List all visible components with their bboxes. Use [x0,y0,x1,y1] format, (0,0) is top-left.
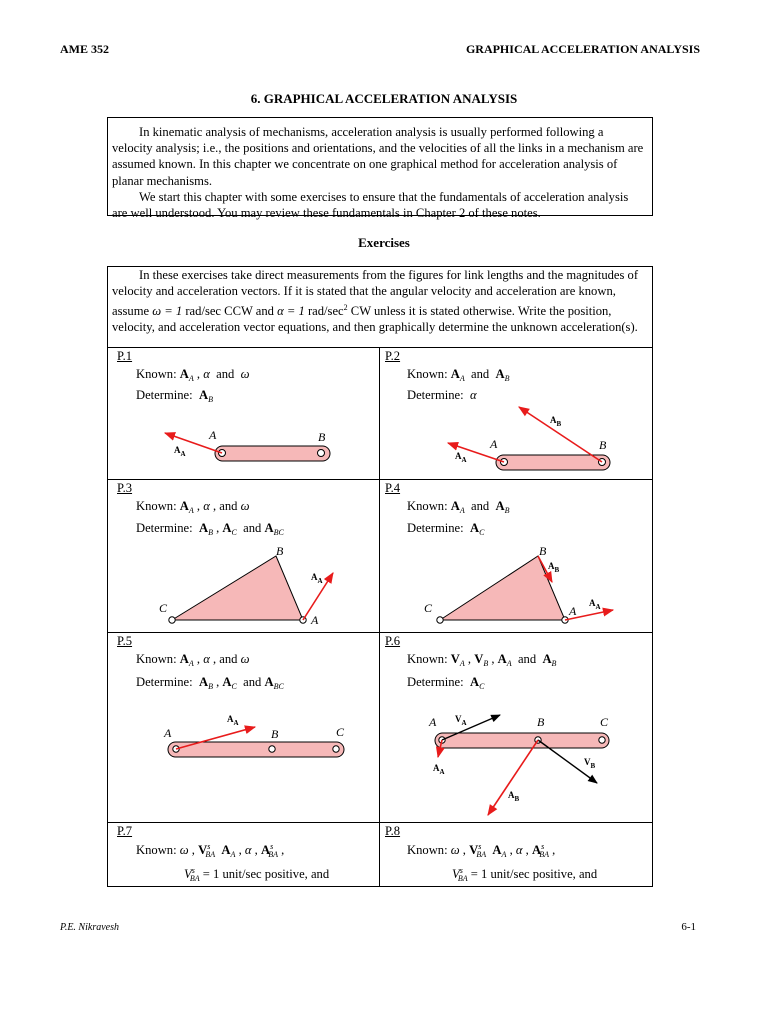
p6-accel-b-arrow [488,740,538,815]
p4-accel-a-label: $A_A$ [589,598,601,611]
p1-label-a: A [209,428,217,442]
p6-label: P.6 [385,634,401,648]
p3-known: Known: $A_A$ , α , and ω [136,499,250,515]
p1-label: P.1 [117,349,133,363]
intro-paragraph-1: In kinematic analysis of mechanisms, acceleration analysis is usually performed following a velocity analysis; i.e., the positions and orientations, and the velocities of all the links in a mechanism are assumed known. In this chapter we concentrate on one graphical method for acceleration analysis of planar mechanisms. [112,125,644,188]
header-course: AME 352 [60,42,109,56]
p8-label: P.8 [385,824,401,838]
p6-figure [428,714,609,815]
p6-accel-b-label: $A_B$ [508,790,520,803]
p6-label-c: C [600,715,609,729]
p1-known: Known: $A_A$ , α and ω [136,367,250,383]
p1-link [215,446,330,461]
p2-label: P.2 [385,349,401,363]
p1-accel-a-label: $A_A$ [174,445,186,458]
p2-label-a: A [490,437,498,451]
p7-label: P.7 [117,824,133,838]
p3-label-a: A [311,613,319,627]
p2-determine: Determine: α [407,388,477,402]
p5-label-b: B [271,727,279,741]
p2-accel-a-label: $A_A$ [455,451,467,464]
header-chapter: GRAPHICAL ACCELERATION ANALYSIS [465,42,700,56]
p2-accel-b-label: $A_B$ [550,415,562,428]
p6-vel-a-label: $V_A$ [455,714,467,727]
page-number: 6-1 [681,921,696,933]
p2-accel-b-arrow [519,407,602,462]
p5-label-c: C [336,725,345,739]
p4-accel-b-label: $A_B$ [548,561,560,574]
page-title: 6. GRAPHICAL ACCELERATION ANALYSIS [250,91,518,106]
intro-paragraph-2: We start this chapter with some exercises to ensure that the fundamentals of acceleration analysis are well understood. You may review these fundamentals in Chapter 2 of these notes. [112,189,629,221]
p4-label: P.4 [385,481,401,495]
p2-known: Known: $A_A$ and $A_B$ [407,367,510,383]
p6-vel-b-label: $V_B$ [584,757,596,770]
p8-condition: $V^s_{BA} = 1$ unit/sec positive, and [452,866,598,884]
p4-label-a: A [569,604,577,618]
p2-link [496,455,610,470]
p5-label: P.5 [117,634,133,648]
p8-known: Known: ω , $V^s_{BA}$ $A_A$ , α , $A^s_{BA}$ , [407,842,556,860]
p6-link [435,733,609,748]
p7-condition: $V^s_{BA} = 1$ unit/sec positive, and [184,866,330,884]
p2-figure [448,407,610,470]
p4-label-c: C [424,601,433,615]
p3-triangle [172,556,303,620]
p4-determine: Determine: $A_C$ [407,521,485,537]
p5-figure [163,714,345,757]
p3-figure [159,544,333,627]
p7-known: Known: ω , $V^s_{BA}$ $A_A$ , α , $A^s_{BA}$ , [136,842,285,860]
p3-label-c: C [159,601,168,615]
p1-figure [165,428,330,461]
p4-joint-c [437,617,443,623]
p6-known: Known: $V_A$ , $V_B$ , $A_A$ and $A_B$ [407,652,557,668]
p6-label-b: B [537,715,545,729]
p6-label-a: A [429,715,437,729]
p3-determine: Determine: $A_B$ , $A_C$ and $A_{BC}$ [136,521,284,537]
p6-accel-a-label: $A_A$ [433,763,445,776]
p4-figure [424,544,613,623]
p4-label-b: B [539,544,547,558]
p1-joint-b [318,450,325,457]
p4-triangle [440,556,565,620]
p5-label-a: A [164,726,172,740]
p6-determine: Determine: $A_C$ [407,675,485,691]
p1-determine: Determine: $A_B$ [136,388,213,404]
p5-joint-c [333,746,339,752]
p3-accel-a-label: $A_A$ [311,572,323,585]
p3-label-b: B [276,544,284,558]
exercises-intro: In these exercises take direct measurements from the figures for link lengths and the magnitudes of velocity and acceleration vectors. If it is stated that the angular velocity and acceleration are known, assume ω = 1 rad/sec CCW and α = 1 rad/$\sec^2$ CW unless it is stated otherwise. Write the position, velocity, and acceleration vector equations, and then graphically determine the unknown acceleration(s). [112,268,639,335]
p2-label-b: B [599,438,607,452]
p3-joint-c [169,617,175,623]
p6-joint-c [599,737,605,743]
p5-known: Known: $A_A$ , α , and ω [136,652,250,668]
p1-label-b: B [318,430,326,444]
p5-joint-b [269,746,275,752]
p5-accel-a-label: $A_A$ [227,714,239,727]
footer-author: P.E. Nikravesh [60,922,119,933]
p3-label: P.3 [117,481,133,495]
exercises-heading: Exercises [358,235,410,250]
p4-known: Known: $A_A$ and $A_B$ [407,499,510,515]
p5-determine: Determine: $A_B$ , $A_C$ and $A_{BC}$ [136,675,284,691]
